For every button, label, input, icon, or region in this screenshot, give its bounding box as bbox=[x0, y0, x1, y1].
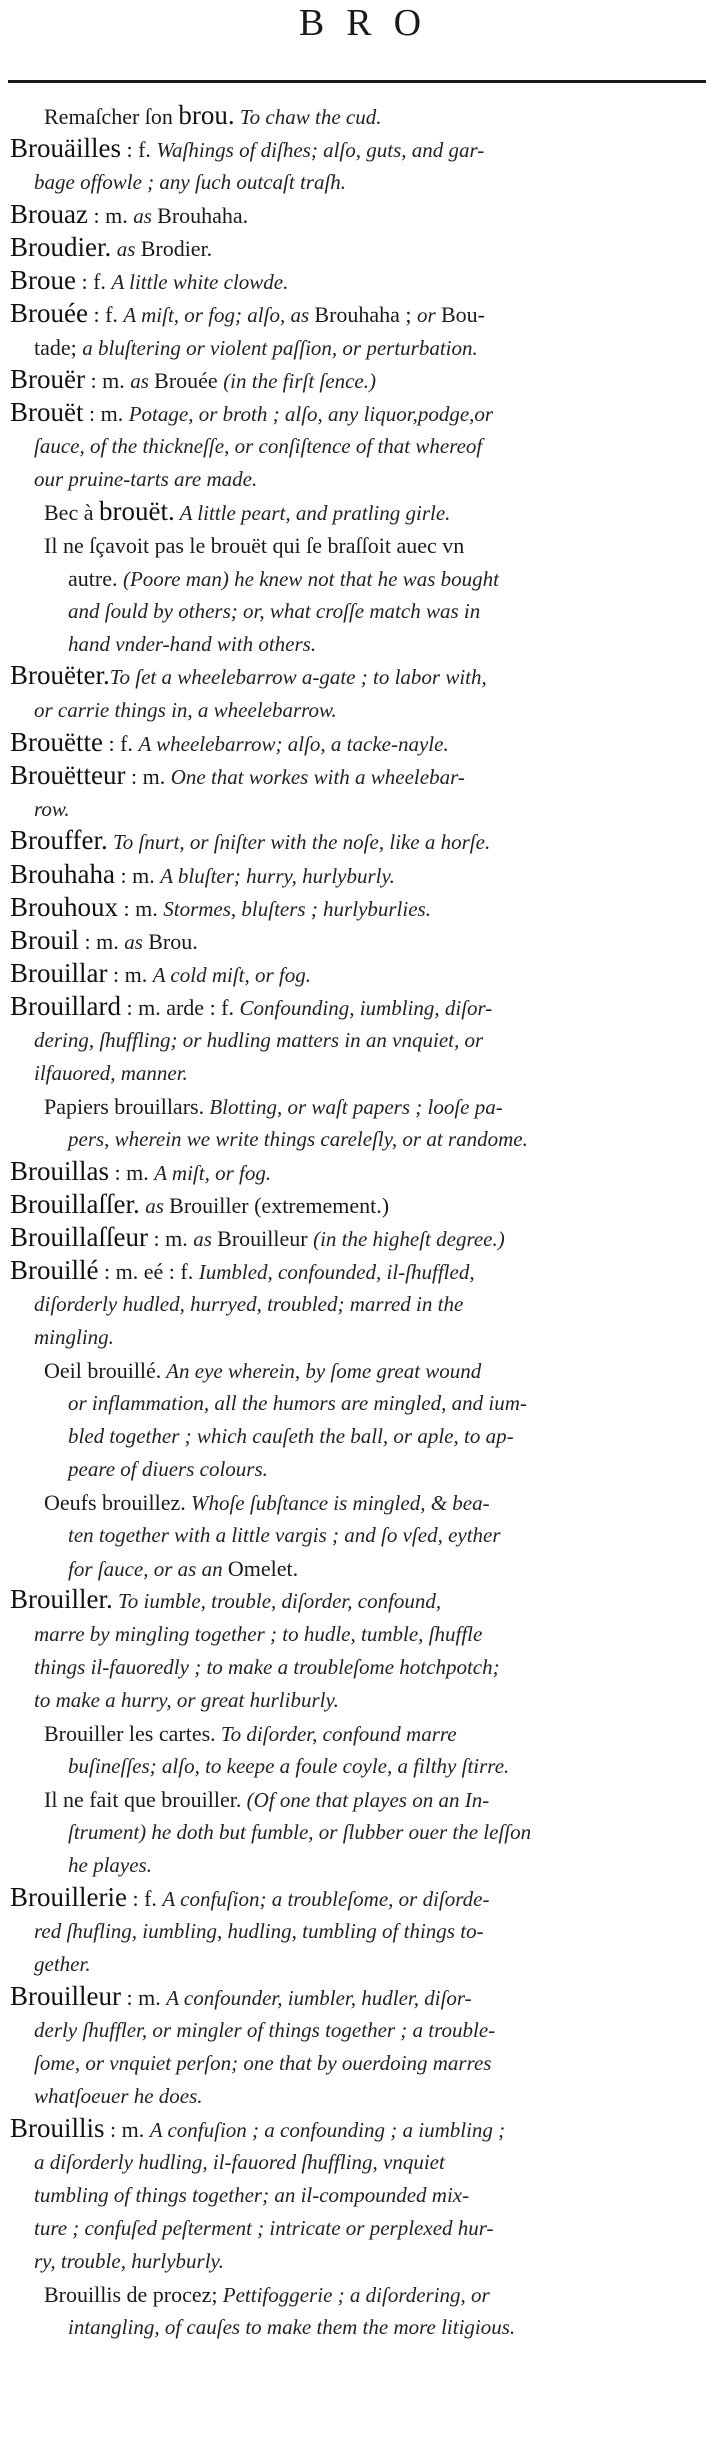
entry-line bbox=[44, 1717, 710, 1750]
entry-line bbox=[10, 1222, 710, 1255]
headword: Brouillaſſeur bbox=[10, 1222, 148, 1252]
grammar-text: : f. bbox=[120, 137, 157, 162]
definition-text: A miſt, or fog. bbox=[154, 1161, 272, 1185]
headword: Brouëter. bbox=[10, 660, 110, 690]
page-title: BRO bbox=[298, 2, 444, 44]
dictionary-entry bbox=[10, 199, 710, 232]
entry-line bbox=[10, 298, 710, 331]
headword: Brouëtte bbox=[10, 727, 103, 757]
grammar-text: Il ne ſçavoit pas le brouët qui ſe braſſoit auec vn bbox=[44, 533, 465, 558]
dictionary-entry bbox=[10, 859, 710, 892]
headword: Brouhaha bbox=[10, 859, 115, 889]
definition-text: mingling. bbox=[34, 1325, 114, 1349]
headword: Brouillé bbox=[10, 1255, 99, 1285]
sub-entry bbox=[10, 1486, 710, 1585]
dictionary-entry bbox=[10, 1189, 710, 1222]
grammar-text: : m. bbox=[147, 1226, 194, 1251]
entry-line bbox=[44, 1486, 710, 1519]
definition-text: An eye wherein, by ſome great wound bbox=[161, 1359, 482, 1383]
grammar-text: Brouilleur bbox=[217, 1226, 314, 1251]
headword: Brouhoux bbox=[10, 892, 118, 922]
definition-text: A bluſter; hurry, hurlyburly. bbox=[160, 864, 395, 888]
entry-line bbox=[10, 1255, 710, 1288]
sub-entry bbox=[10, 100, 710, 133]
entry-line bbox=[44, 100, 710, 133]
sub-entry bbox=[10, 1717, 710, 1783]
dictionary-entry bbox=[10, 232, 710, 265]
entry-line bbox=[44, 496, 710, 529]
dictionary-entry bbox=[10, 958, 710, 991]
definition-text: A cold miſt, or fog. bbox=[152, 963, 311, 987]
entry-line bbox=[10, 1981, 710, 2014]
grammar-text: Oeufs brouillez. bbox=[44, 1490, 186, 1515]
grammar-text: : m. bbox=[120, 1985, 167, 2010]
dictionary-entry bbox=[10, 727, 710, 760]
entry-line bbox=[44, 1354, 710, 1387]
entry-line bbox=[44, 1090, 710, 1123]
headword: Brouiller. bbox=[10, 1584, 113, 1614]
definition-text: ſauce, of the thickneſſe, or conſiſtence of that whereof bbox=[34, 434, 483, 458]
grammar-text: Papiers brouillars. bbox=[44, 1094, 205, 1119]
headword: Broue bbox=[10, 265, 76, 295]
dictionary-entry bbox=[10, 1882, 710, 1981]
definition-text: Whoſe ſubſtance is mingled, & bea- bbox=[185, 1491, 490, 1515]
grammar-text: Brouée bbox=[154, 368, 224, 393]
grammar-text: Brouhaha. bbox=[157, 203, 249, 228]
definition-text: peare of diuers colours. bbox=[68, 1457, 268, 1481]
definition-text: To iumble, trouble, diſorder, confound, bbox=[112, 1589, 442, 1613]
grammar-text: : f. bbox=[102, 731, 139, 756]
entry-line bbox=[10, 2113, 710, 2146]
definition-text: A confuſion; a troubleſome, or diſorde- bbox=[162, 1887, 490, 1911]
headword: Brouil bbox=[10, 925, 80, 955]
entry-line bbox=[44, 595, 710, 628]
definition-text: bled together ; which cauſeth the ball, or aple, to ap- bbox=[68, 1424, 514, 1448]
entry-line bbox=[34, 694, 710, 727]
grammar-text: Brou. bbox=[148, 929, 198, 954]
grammar-text: : m. eé : f. bbox=[98, 1259, 199, 1284]
definition-text: for ſauce, or as an bbox=[68, 1557, 228, 1581]
grammar-text: : f. bbox=[75, 269, 112, 294]
entry-line bbox=[44, 1453, 710, 1486]
entry-line bbox=[34, 793, 710, 826]
definition-text: tumbling of things together; an il-compounded mix- bbox=[34, 2183, 470, 2207]
headword: brouët. bbox=[98, 496, 175, 526]
grammar-text: : f. bbox=[126, 1886, 163, 1911]
entry-line bbox=[34, 1618, 710, 1651]
headword: Brouillaſſer. bbox=[10, 1189, 140, 1219]
headword: Brouër bbox=[10, 364, 85, 394]
headword: Brouilleur bbox=[10, 1981, 121, 2011]
entry-line bbox=[34, 430, 710, 463]
dictionary-entry bbox=[10, 2113, 710, 2278]
dictionary-entry bbox=[10, 1255, 710, 1354]
sub-entry bbox=[10, 1090, 710, 1156]
dictionary-entry bbox=[10, 1585, 710, 1717]
entry-line bbox=[10, 265, 710, 298]
definition-text: ſome, or vnquiet perſon; one that by ouerdoing marres bbox=[34, 2051, 492, 2075]
entry-line bbox=[34, 166, 710, 199]
entry-line bbox=[10, 133, 710, 166]
definition-text: To ſnurt, or ſniſter with the noſe, like a horſe. bbox=[107, 830, 491, 854]
header-rule bbox=[8, 80, 706, 83]
entry-line bbox=[34, 2146, 710, 2179]
dictionary-entry bbox=[10, 1222, 710, 1255]
entry-line bbox=[44, 1816, 710, 1849]
grammar-text: tade; bbox=[34, 335, 83, 360]
definition-text: a diſorderly hudling, il-fauored ſhuffling, vnquiet bbox=[34, 2150, 445, 2174]
headword: Brouée bbox=[10, 298, 88, 328]
entry-line bbox=[34, 2245, 710, 2278]
entry-line bbox=[44, 1750, 710, 1783]
entry-line bbox=[10, 925, 710, 958]
definition-text: (Of one that playes on an In- bbox=[241, 1788, 490, 1812]
entry-line bbox=[44, 1783, 710, 1816]
entry-line bbox=[10, 364, 710, 397]
entry-line bbox=[10, 660, 710, 694]
definition-text: intangling, of cauſes to make them the more litigious. bbox=[68, 2315, 516, 2339]
definition-text: Waſhings of diſhes; alſo, guts, and gar- bbox=[156, 138, 485, 162]
grammar-text: : m. bbox=[84, 368, 131, 393]
definition-text: or inflammation, all the humors are mingled, and ium- bbox=[68, 1391, 527, 1415]
grammar-text: Remaſcher ſon bbox=[44, 104, 179, 129]
definition-text: to make a hurry, or great hurliburly. bbox=[34, 1688, 339, 1712]
headword: brou. bbox=[178, 100, 235, 130]
definition-text: our pruine-tarts are made. bbox=[34, 467, 258, 491]
entry-line bbox=[34, 1948, 710, 1981]
definition-text: row. bbox=[34, 797, 70, 821]
definition-text: whatſoeuer he does. bbox=[34, 2084, 203, 2108]
definition-text: hand vnder-hand with others. bbox=[68, 632, 317, 656]
definition-text: To chaw the cud. bbox=[234, 105, 382, 129]
definition-text: A confounder, iumbler, hudler, diſor- bbox=[166, 1986, 472, 2010]
dictionary-entry bbox=[10, 925, 710, 958]
grammar-text: Omelet. bbox=[227, 1556, 299, 1581]
definition-text: or carrie things in, a wheelebarrow. bbox=[34, 698, 337, 722]
definition-text: ry, trouble, hurlyburly. bbox=[34, 2249, 224, 2273]
entry-line bbox=[10, 232, 710, 265]
entries-column bbox=[10, 100, 710, 2344]
definition-text: red ſhufling, iumbling, hudling, tumbling of things to- bbox=[34, 1919, 484, 1943]
entry-line bbox=[34, 1684, 710, 1717]
entry-line bbox=[34, 1651, 710, 1684]
definition-text: ilfauored, manner. bbox=[34, 1061, 188, 1085]
grammar-text: Bou- bbox=[440, 302, 485, 327]
headword: Brouillis bbox=[10, 2113, 105, 2143]
definition-text: as bbox=[116, 237, 141, 261]
entry-line bbox=[44, 1849, 710, 1882]
grammar-text: : m. arde : f. bbox=[120, 995, 240, 1020]
entry-line bbox=[34, 1024, 710, 1057]
entry-line bbox=[44, 628, 710, 661]
entry-line bbox=[34, 1057, 710, 1090]
definition-text: diſorderly hudled, hurryed, troubled; marred in the bbox=[34, 1292, 464, 1316]
entry-line bbox=[44, 2278, 710, 2311]
definition-text: and ſould by others; or, what croſſe match was in bbox=[68, 599, 481, 623]
definition-text: or bbox=[417, 303, 441, 327]
headword: Brouillerie bbox=[10, 1882, 127, 1912]
headword: Brouäilles bbox=[10, 133, 121, 163]
headword: Brouillar bbox=[10, 958, 108, 988]
entry-line bbox=[10, 859, 710, 892]
entry-line bbox=[34, 1288, 710, 1321]
definition-text: (in the firſt ſence.) bbox=[223, 369, 376, 393]
grammar-text: autre. bbox=[68, 566, 123, 591]
dictionary-entry bbox=[10, 826, 710, 859]
definition-text: pers, wherein we write things careleſly, or at randome. bbox=[68, 1127, 528, 1151]
definition-text: (in the higheſt degree.) bbox=[313, 1227, 505, 1251]
definition-text: A wheelebarrow; alſo, a tacke-nayle. bbox=[138, 732, 449, 756]
definition-text: a bluſtering or violent paſſion, or perturbation. bbox=[82, 336, 478, 360]
headword: Brouillard bbox=[10, 991, 121, 1021]
definition-text: buſineſſes; alſo, to keepe a foule coyle, a filthy ſtirre. bbox=[68, 1754, 510, 1778]
sub-entry bbox=[10, 2278, 710, 2344]
entry-line bbox=[44, 529, 710, 562]
entry-line bbox=[10, 1882, 710, 1915]
entry-line bbox=[10, 397, 710, 430]
definition-text: A confuſion ; a confounding ; a iumbling ; bbox=[149, 2118, 506, 2142]
sub-entry bbox=[10, 1354, 710, 1486]
definition-text: Blotting, or waſt papers ; looſe pa- bbox=[204, 1095, 503, 1119]
grammar-text: : m. bbox=[125, 764, 171, 789]
definition-text: ten together with a little vargis ; and ſo vſed, eyther bbox=[68, 1523, 501, 1547]
grammar-text: : m. bbox=[114, 863, 161, 888]
dictionary-entry bbox=[10, 991, 710, 1090]
definition-text: as bbox=[145, 1194, 170, 1218]
grammar-text: Brouillis de procez; bbox=[44, 2282, 218, 2307]
grammar-text: : f. bbox=[87, 302, 124, 327]
definition-text: (Poore man) he knew not that he was bought bbox=[122, 567, 499, 591]
entry-line bbox=[10, 825, 710, 859]
dictionary-entry bbox=[10, 265, 710, 298]
definition-text: derly ſhuffler, or mingler of things together ; a trouble- bbox=[34, 2018, 496, 2042]
grammar-text: Brodier. bbox=[140, 236, 213, 261]
headword: Brouillas bbox=[10, 1156, 109, 1186]
headword: Brouët bbox=[10, 397, 84, 427]
headword: Brouaz bbox=[10, 199, 88, 229]
definition-text: One that workes with a wheelebar- bbox=[170, 765, 465, 789]
entry-line bbox=[34, 2014, 710, 2047]
grammar-text: Il ne fait que brouiller. bbox=[44, 1787, 242, 1812]
sub-entry bbox=[10, 1783, 710, 1882]
grammar-text: Oeil brouillé. bbox=[44, 1358, 162, 1383]
definition-text: Iumbled, confounded, il-ſhuffled, bbox=[198, 1260, 475, 1284]
entry-line bbox=[44, 562, 710, 595]
entry-line bbox=[34, 1321, 710, 1354]
page-header bbox=[0, 0, 720, 60]
definition-text: A little white clowde. bbox=[111, 270, 289, 294]
definition-text: A little peart, and pratling girle. bbox=[174, 501, 451, 525]
entry-line bbox=[10, 958, 710, 991]
dictionary-entry bbox=[10, 661, 710, 727]
headword: Brouffer. bbox=[10, 825, 108, 855]
entry-line bbox=[44, 2311, 710, 2344]
grammar-text: Brouhaha ; bbox=[314, 302, 418, 327]
entry-line bbox=[10, 760, 710, 793]
definition-text: To diſorder, confound marre bbox=[215, 1722, 457, 1746]
definition-text: gether. bbox=[34, 1952, 91, 1976]
definition-text: Potage, or broth ; alſo, any liquor,podge,or bbox=[128, 402, 494, 426]
entry-line bbox=[34, 1915, 710, 1948]
entry-line bbox=[34, 463, 710, 496]
definition-text: dering, ſhuffling; or hudling matters in an vnquiet, or bbox=[34, 1028, 484, 1052]
dictionary-entry bbox=[10, 364, 710, 397]
entry-line bbox=[34, 2047, 710, 2080]
grammar-text: : m. bbox=[118, 896, 164, 921]
dictionary-entry bbox=[10, 1156, 710, 1189]
definition-text: as bbox=[124, 930, 149, 954]
grammar-text: : m. bbox=[109, 1160, 155, 1185]
definition-text: things il-fauoredly ; to make a troubleſome hotchpotch; bbox=[34, 1655, 500, 1679]
entry-line bbox=[34, 331, 710, 364]
headword: Brouëtteur bbox=[10, 760, 126, 790]
dictionary-entry bbox=[10, 133, 710, 199]
dictionary-entry bbox=[10, 760, 710, 826]
entry-line bbox=[10, 892, 710, 925]
dictionary-entry bbox=[10, 892, 710, 925]
entry-line bbox=[44, 1519, 710, 1552]
entry-line bbox=[34, 2212, 710, 2245]
grammar-text: : m. bbox=[79, 929, 125, 954]
definition-text: he playes. bbox=[68, 1853, 152, 1877]
definition-text: To ſet a wheelebarrow a-gate ; to labor with, bbox=[109, 665, 487, 689]
grammar-text: Brouiller (extremement.) bbox=[169, 1193, 390, 1218]
definition-text: Pettifoggerie ; a diſordering, or bbox=[217, 2283, 490, 2307]
entry-line bbox=[10, 1156, 710, 1189]
definition-text: Confounding, iumbling, diſor- bbox=[239, 996, 493, 1020]
dictionary-entry bbox=[10, 298, 710, 364]
entry-line bbox=[44, 1387, 710, 1420]
dictionary-entry bbox=[10, 1981, 710, 2113]
grammar-text: : m. bbox=[107, 962, 153, 987]
definition-text: as bbox=[193, 1227, 218, 1251]
grammar-text: : m. bbox=[104, 2117, 150, 2142]
entry-line bbox=[44, 1420, 710, 1453]
entry-line bbox=[10, 991, 710, 1024]
definition-text: bage offowle ; any ſuch outcaſt traſh. bbox=[34, 170, 347, 194]
entry-line bbox=[10, 1584, 710, 1618]
entry-line bbox=[44, 1552, 710, 1585]
entry-line bbox=[10, 199, 710, 232]
sub-entry bbox=[10, 496, 710, 529]
entry-line bbox=[10, 727, 710, 760]
grammar-text: Brouiller les cartes. bbox=[44, 1721, 216, 1746]
definition-text: ſtrument) he doth but fumble, or ſlubber ouer the leſſon bbox=[68, 1820, 532, 1844]
definition-text: as bbox=[130, 369, 155, 393]
entry-line bbox=[44, 1123, 710, 1156]
dictionary-entry bbox=[10, 397, 710, 496]
entry-line bbox=[10, 1189, 710, 1222]
grammar-text: : m. bbox=[83, 401, 129, 426]
definition-text: marre by mingling together ; to hudle, tumble, ſhuffle bbox=[34, 1622, 483, 1646]
definition-text: Stormes, bluſters ; hurlyburlies. bbox=[163, 897, 431, 921]
grammar-text: Bec à bbox=[44, 500, 99, 525]
sub-entry bbox=[10, 529, 710, 661]
headword: Broudier. bbox=[10, 232, 112, 262]
definition-text: ture ; confuſed peſterment ; intricate or perplexed hur- bbox=[34, 2216, 494, 2240]
grammar-text: : m. bbox=[87, 203, 134, 228]
entry-line bbox=[34, 2179, 710, 2212]
definition-text: A miſt, or fog; alſo, as bbox=[123, 303, 315, 327]
entry-line bbox=[34, 2080, 710, 2113]
definition-text: as bbox=[133, 204, 158, 228]
